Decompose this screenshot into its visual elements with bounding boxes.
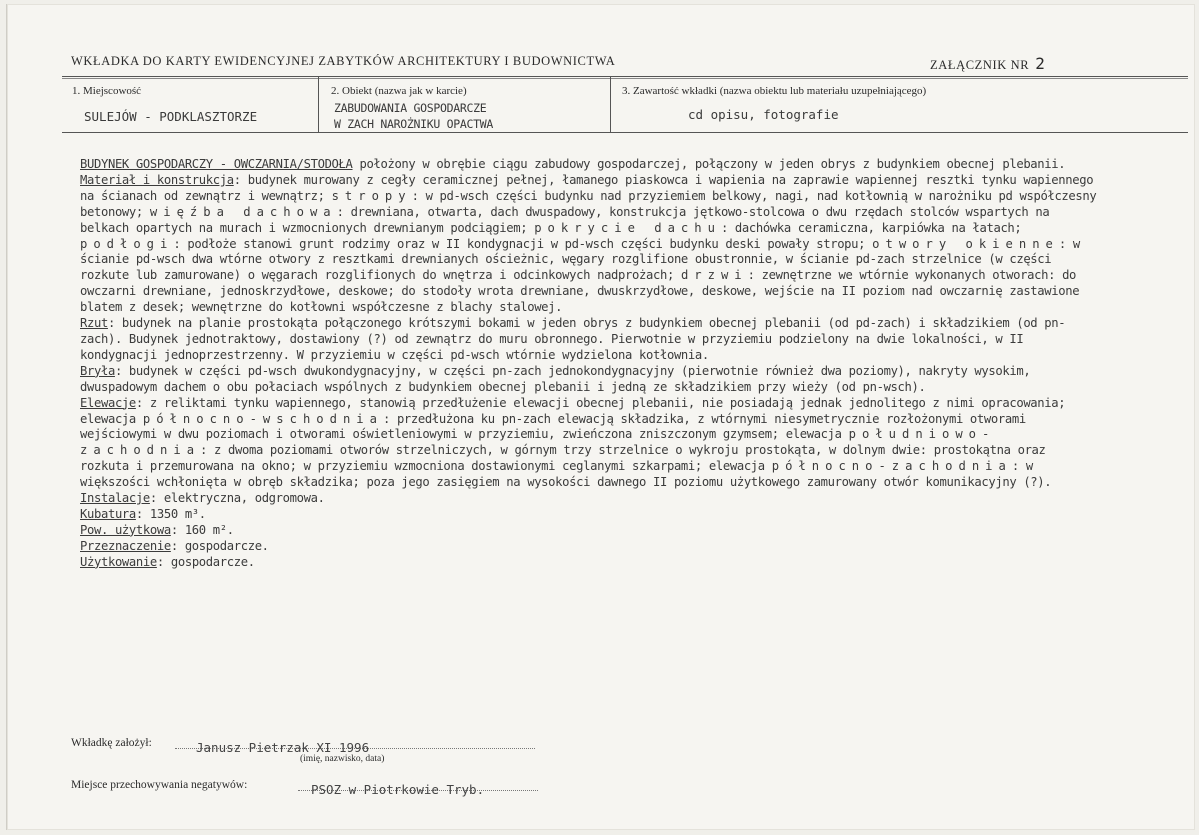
heading-elevations: Elewacje bbox=[80, 395, 136, 410]
text-material-c: : drewniana, otwarta, dach dwuspadowy, konstrukcja jętkowo-stolcowa o dwu rzędach stolców wspartych na belkach opartych na murach i wzmocnionych drewnianym podciągiem; bbox=[80, 204, 1050, 235]
place-value: SULEJÓW - PODKLASZTORZE bbox=[84, 109, 258, 124]
negatives-value: PSOZ w Piotrkowie Tryb. bbox=[311, 782, 485, 797]
attachment-number bbox=[930, 54, 1045, 73]
text-elevations-b: : przedłużona ku pn-zach elewacją składzika, z wtórnymi niesymetrycznie rozłożonymi otworami wejściowymi w dwu poziomach i otworami oświetleniowymi w przyziemiu, zwieńczona zniszczonym gzymsem; elewacja bbox=[80, 411, 1026, 442]
term-pnz: północno-zachodnia bbox=[771, 459, 1012, 474]
heading-massing: Bryła bbox=[80, 363, 115, 378]
object-value-line1: ZABUDOWANIA GOSPODARCZE bbox=[334, 101, 487, 115]
paragraph-purpose bbox=[80, 539, 1100, 555]
heading-material: Materiał i konstrukcja bbox=[80, 172, 234, 187]
header-divider-2 bbox=[62, 78, 1188, 79]
text-volume: : 1350 m³. bbox=[135, 506, 206, 521]
text-material-d: : dachówka ceramiczna, karpiówka na łatach; bbox=[720, 220, 1022, 235]
author-hint: (imię, nazwisko, data) bbox=[300, 754, 385, 764]
text-elevations-d: : w większości wchłonięta w obręb składzika; poza jego zasięgiem na wysokości dawnego II poziomu użytkowego zamurowany otwór komunikacyjny (?). bbox=[80, 459, 1052, 490]
contents-value: cd opisu, fotografie bbox=[688, 107, 839, 122]
term-pdz: południowo-zachodnia bbox=[80, 427, 996, 458]
text-massing: : budynek w części pd-wsch dwukondygnacyjny, w części pn-zach jednokondygnacyjny (pierwotnie również dwa poziomy), nakryty wysokim, dwuspadowym dachem o obu połaciach wspólnych z budynkiem obecnej plebanii i jedną ze składzikiem przy wieży (od pn-wsch). bbox=[80, 363, 1031, 394]
object-value-line2: W ZACH NAROŻNIKU OPACTWA bbox=[334, 117, 493, 131]
author-label: Wkładkę założył: bbox=[71, 737, 152, 749]
heading-plan: Rzut bbox=[80, 316, 108, 331]
text-installations: : elektryczna, odgromowa. bbox=[149, 491, 325, 506]
term-wiezba: więźba dachowa bbox=[149, 204, 337, 219]
paragraph-use bbox=[80, 555, 1100, 571]
contents-label: 3. Zawartość wkładki (nazwa obiektu lub materiału uzupełniającego) bbox=[622, 85, 927, 97]
paragraph-area bbox=[80, 523, 1100, 539]
author-value: Janusz Pietrzak XI 1996 bbox=[196, 740, 370, 755]
paragraph-building bbox=[80, 157, 1100, 173]
description-body bbox=[80, 157, 1100, 571]
object-label: 2. Obiekt (nazwa jak w karcie) bbox=[331, 85, 467, 97]
paragraph-installations bbox=[80, 491, 1100, 507]
paragraph-massing bbox=[80, 364, 1100, 396]
text-material-g: : zewnętrzne we wtórnie wykonanych otworach: do owczarni drewniane, jednoskrzydłowe, deskowe; do stodoły wrota drewniane, dwuskrzydłowe, deskowe, wejście na II poziom nad owczarnię zastawione blatem z desek; wewnętrzne do kotłowni współczesne z blachy stalowej. bbox=[80, 268, 1080, 315]
text-use: : gospodarcze. bbox=[156, 554, 255, 569]
field-divider-1 bbox=[318, 76, 319, 132]
text-material-b: : w pd-wsch części budynku nad przyziemiem belkowy, nagi, nad kotłownią w narożniku pd współczesny betonowy; bbox=[80, 188, 1097, 219]
text-area: : 160 m². bbox=[170, 522, 234, 537]
heading-volume: Kubatura bbox=[80, 506, 136, 521]
form-title: WKŁADKA DO KARTY EWIDENCYJNEJ ZABYTKÓW ARCHITEKTURY I BUDOWNICTWA bbox=[71, 54, 616, 68]
text-material-e: : podłoże stanowi grunt rodzimy oraz w II kondygnacji w pd-wsch części budynku deski powały stropu; bbox=[173, 236, 873, 251]
text-purpose: : gospodarcze. bbox=[170, 538, 269, 553]
header-divider bbox=[62, 76, 1188, 77]
paragraph-volume bbox=[80, 507, 1100, 523]
term-pnw: północno-wschodnia bbox=[142, 411, 383, 426]
term-stropy: stropy bbox=[331, 188, 412, 203]
term-drzwi: drzwi bbox=[680, 268, 748, 283]
text-material-a: : budynek murowany z cegły ceramicznej pełnej, łamanego piaskowca i wapienia na zaprawie wapiennej resztki tynku wapiennego na ścianach od zewnątrz i wewnątrz; bbox=[80, 172, 1094, 203]
heading-purpose: Przeznaczenie bbox=[80, 538, 171, 553]
heading-installations: Instalacje bbox=[80, 491, 150, 506]
field-divider-2 bbox=[610, 76, 611, 132]
text-elevations-a: : z reliktami tynku wapiennego, stanowią przedłużenie elewacji obecnej plebanii, nie posiadają jednak jednolitego z nimi opracowania; elewacja bbox=[80, 395, 1066, 426]
text-building: położony w obrębie ciągu zabudowy gospodarczej, połączony w jeden obrys z budynkiem obecnej plebanii. bbox=[352, 157, 1066, 171]
term-pokrycie: pokrycie dachu bbox=[534, 220, 721, 235]
heading-area: Pow. użytkowa bbox=[80, 522, 171, 537]
text-material-f: : w ścianie pd-wsch dwa wtórne otwory z resztkami drewnianych ościeżnic, węgary rozglifione obustronnie, w ścianie pd-zach strzelnice (w części rozkute lub zamurowane) o węgarach rozglifionych do wnętrza i odcinkowych nadprożach; bbox=[80, 236, 1080, 283]
term-podlogi: podłogi bbox=[80, 236, 174, 251]
text-elevations-c: : z dwoma poziomami otworów strzelniczych, w górnym trzy strzelnice o wykroju prostokąta, w dolnym dwie: prostokątna oraz rozkuta i przemurowana na okno; w przyziemiu wzmocniona dostawionymi ceglanymi szkarpami; elewacja bbox=[80, 443, 1046, 474]
heading-building: BUDYNEK GOSPODARCZY - OWCZARNIA/STODOŁA bbox=[80, 157, 353, 171]
paragraph-material bbox=[80, 173, 1100, 316]
term-otwory: otwory okienne bbox=[872, 236, 1059, 251]
attachment-label: ZAŁĄCZNIK NR bbox=[930, 58, 1030, 72]
negatives-label: Miejsce przechowywania negatywów: bbox=[71, 779, 248, 791]
text-plan: : budynek na planie prostokąta połączonego krótszymi bokami w jeden obrys z budynkiem obecnej plebanii (od pd-zach) i składzikiem (od pn-zach). Budynek jednotraktowy, dostawiony (?) od zewnątrz do muru obronnego. Pierwotnie w przyziemiu podzielony na dwie lokalności, w II kondygnacji jednoprzestrzenny. W przyziemiu w części pd-wsch wtórnie wydzielona kotłownia. bbox=[80, 316, 1066, 362]
attachment-number-value: 2 bbox=[1035, 54, 1046, 73]
place-label: 1. Miejscowość bbox=[72, 85, 142, 97]
paragraph-elevations bbox=[80, 396, 1100, 491]
fields-bottom-line bbox=[62, 132, 1188, 133]
heading-use: Użytkowanie bbox=[80, 554, 157, 569]
paragraph-plan bbox=[80, 316, 1100, 364]
